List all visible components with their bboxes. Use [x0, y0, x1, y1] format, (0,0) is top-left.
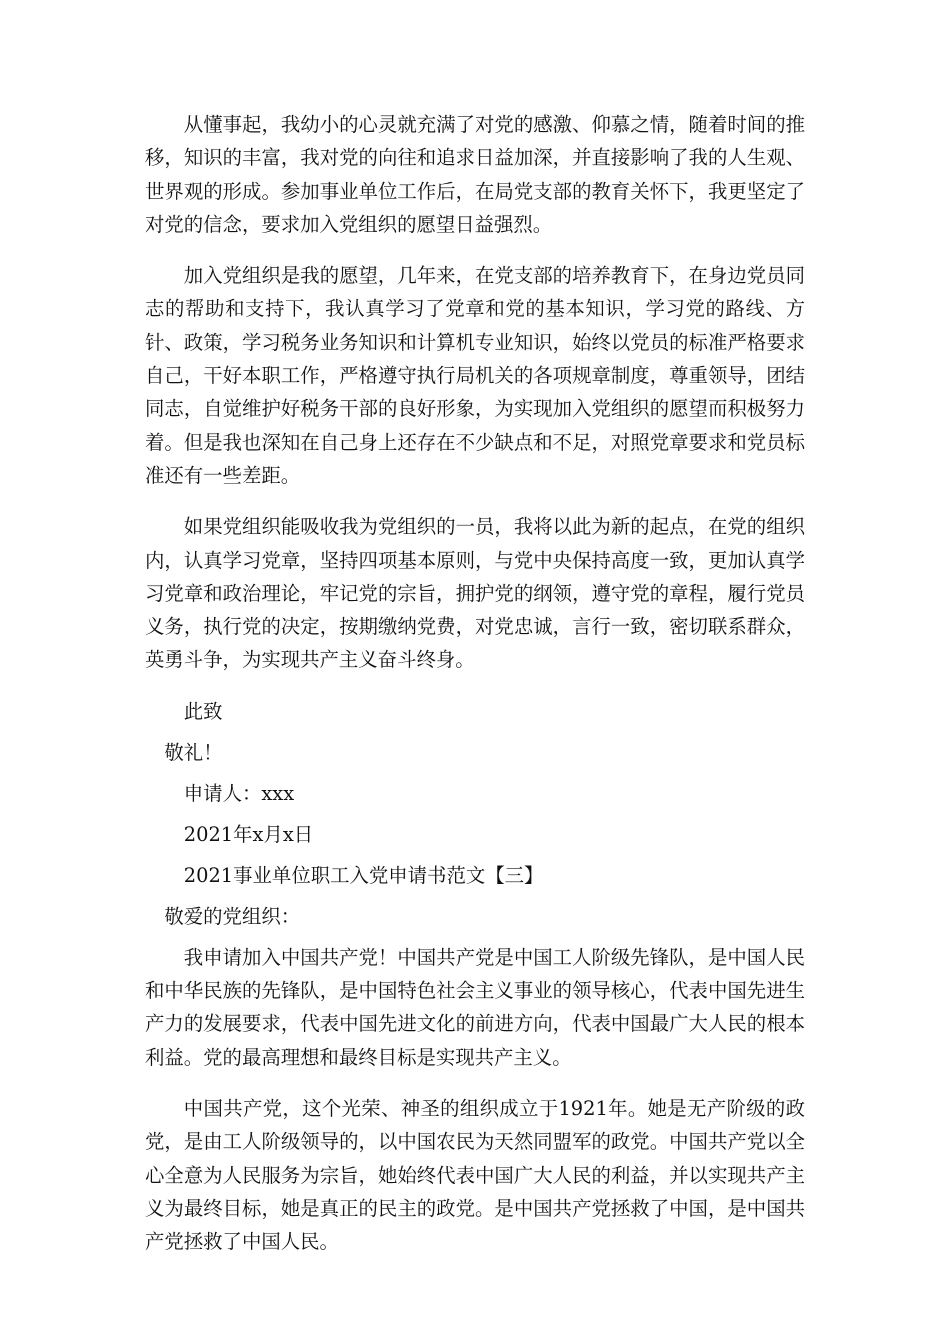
body-paragraph: 我申请加入中国共产党！中国共产党是中国工人阶级先锋队，是中国人民和中华民族的先锋队，是中国特色社会主义事业的领导核心，代表中国先进生产力的发展要求，代表中国先进文化的前进方向，代表中国最广大人民的根本利益。党的最高理想和最终目标是实现共产主义。 — [145, 945, 805, 1069]
document-body — [145, 108, 805, 1276]
greeting-line: 敬爱的党组织： — [164, 904, 301, 928]
section-title: 2021事业单位职工入党申请书范文【三】 — [183, 863, 544, 887]
salute-line: 敬礼！ — [164, 740, 223, 764]
body-paragraph: 中国共产党，这个光荣、神圣的组织成立于1921年。她是无产阶级的政党，是由工人阶级领导的，以中国农民为天然同盟军的政党。中国共产党以全心全意为人民服务为宗旨，她始终代表中国广大人民的利益，并以实现共产主义为最终目标，她是真正的民主的政党。是中国共产党拯救了中国，是中国共产党拯救了中国人民。 — [145, 1096, 805, 1254]
closing-line: 此致 — [183, 699, 223, 723]
applicant-line: 申请人：xxx — [183, 781, 295, 805]
body-paragraph: 加入党组织是我的愿望，几年来，在党支部的培养教育下，在身边党员同志的帮助和支持下，我认真学习了党章和党的基本知识，学习党的路线、方针、政策，学习税务业务知识和计算机专业知识，始终以党员的标准严格要求自己，干好本职工作，严格遵守执行局机关的各项规章制度，尊重领导，团结同志，自觉维护好税务干部的良好形象，为实现加入党组织的愿望而积极努力着。但是我也深知在自己身上还存在不少缺点和不足，对照党章要求和党员标准还有一些差距。 — [145, 264, 805, 487]
body-paragraph: 如果党组织能吸收我为党组织的一员，我将以此为新的起点，在党的组织内，认真学习党章，坚持四项基本原则，与党中央保持高度一致，更加认真学习党章和政治理论，牢记党的宗旨，拥护党的纲领，遵守党的章程，履行党员义务，执行党的决定，按期缴纳党费，对党忠诚，言行一致，密切联系群众，英勇斗争，为实现共产主义奋斗终身。 — [145, 515, 805, 672]
date-line: 2021年x月x日 — [183, 822, 314, 846]
body-paragraph: 从懂事起，我幼小的心灵就充满了对党的感激、仰慕之情，随着时间的推移，知识的丰富，我对党的向往和追求日益加深，并直接影响了我的人生观、世界观的形成。参加事业单位工作后，在局党支部的教育关怀下，我更坚定了对党的信念，要求加入党组织的愿望日益强烈。 — [145, 113, 805, 236]
